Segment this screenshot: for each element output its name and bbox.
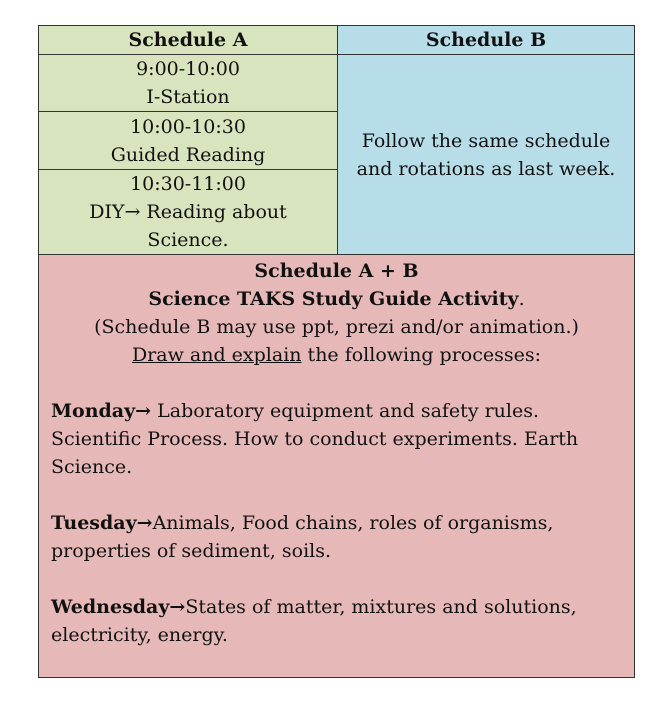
schedule-table (38, 25, 635, 678)
day-tuesday-text: Animals, Food chains, roles of organisms, properties of sediment, soils. (51, 512, 554, 562)
instruction-rest: the following processes: (301, 344, 542, 366)
day-wednesday (39, 593, 634, 649)
instruction-line (39, 341, 634, 369)
day-tuesday-arrow: → (136, 512, 153, 534)
slot-1-time: 9:00-10:00 (136, 58, 240, 80)
schedule-a-slot-3 (39, 170, 338, 255)
slot-3-activity-line-1: DIY→ Reading about (89, 201, 287, 223)
instruction-underlined: Draw and explain (131, 344, 302, 366)
slot-2-time: 10:00-10:30 (130, 115, 246, 138)
schedule-b-note: (Schedule B may use ppt, prezi and/or animation.) (94, 316, 579, 338)
schedule-a-header: Schedule A (39, 26, 338, 55)
day-wednesday-arrow: → (169, 596, 186, 618)
slot-2-activity: Guided Reading (110, 143, 266, 166)
combined-title: Schedule A + B (254, 260, 419, 282)
schedule-b-cell (338, 55, 635, 255)
day-monday-name: Monday (51, 400, 136, 422)
combined-schedule-cell (39, 255, 635, 678)
day-monday-arrow: → (135, 400, 152, 422)
activity-title-line (39, 285, 634, 313)
day-monday-text: Laboratory equipment and safety rules. Scientific Process. How to conduct experiments. Earth Science. (51, 400, 579, 478)
slot-1-activity: I-Station (146, 86, 230, 108)
activity-title: Science TAKS Study Guide Activity (148, 288, 519, 310)
combined-header-block (39, 255, 634, 369)
day-tuesday-name: Tuesday (51, 512, 137, 534)
schedule-a-slot-2 (39, 112, 338, 170)
schedule-b-line-2: and rotations as last week. (356, 157, 616, 180)
schedule-b-header: Schedule B (338, 26, 635, 55)
activity-title-period: . (518, 288, 525, 310)
day-monday (39, 397, 634, 481)
slot-3-time: 10:30-11:00 (130, 173, 246, 195)
schedule-b-line-1: Follow the same schedule (361, 129, 611, 152)
day-tuesday (39, 509, 634, 565)
slot-3-activity-line-2: Science. (147, 229, 229, 251)
day-wednesday-text: States of matter, mixtures and solutions, electricity, energy. (51, 596, 577, 646)
schedule-a-slot-1 (39, 55, 338, 112)
day-wednesday-name: Wednesday (51, 596, 170, 618)
